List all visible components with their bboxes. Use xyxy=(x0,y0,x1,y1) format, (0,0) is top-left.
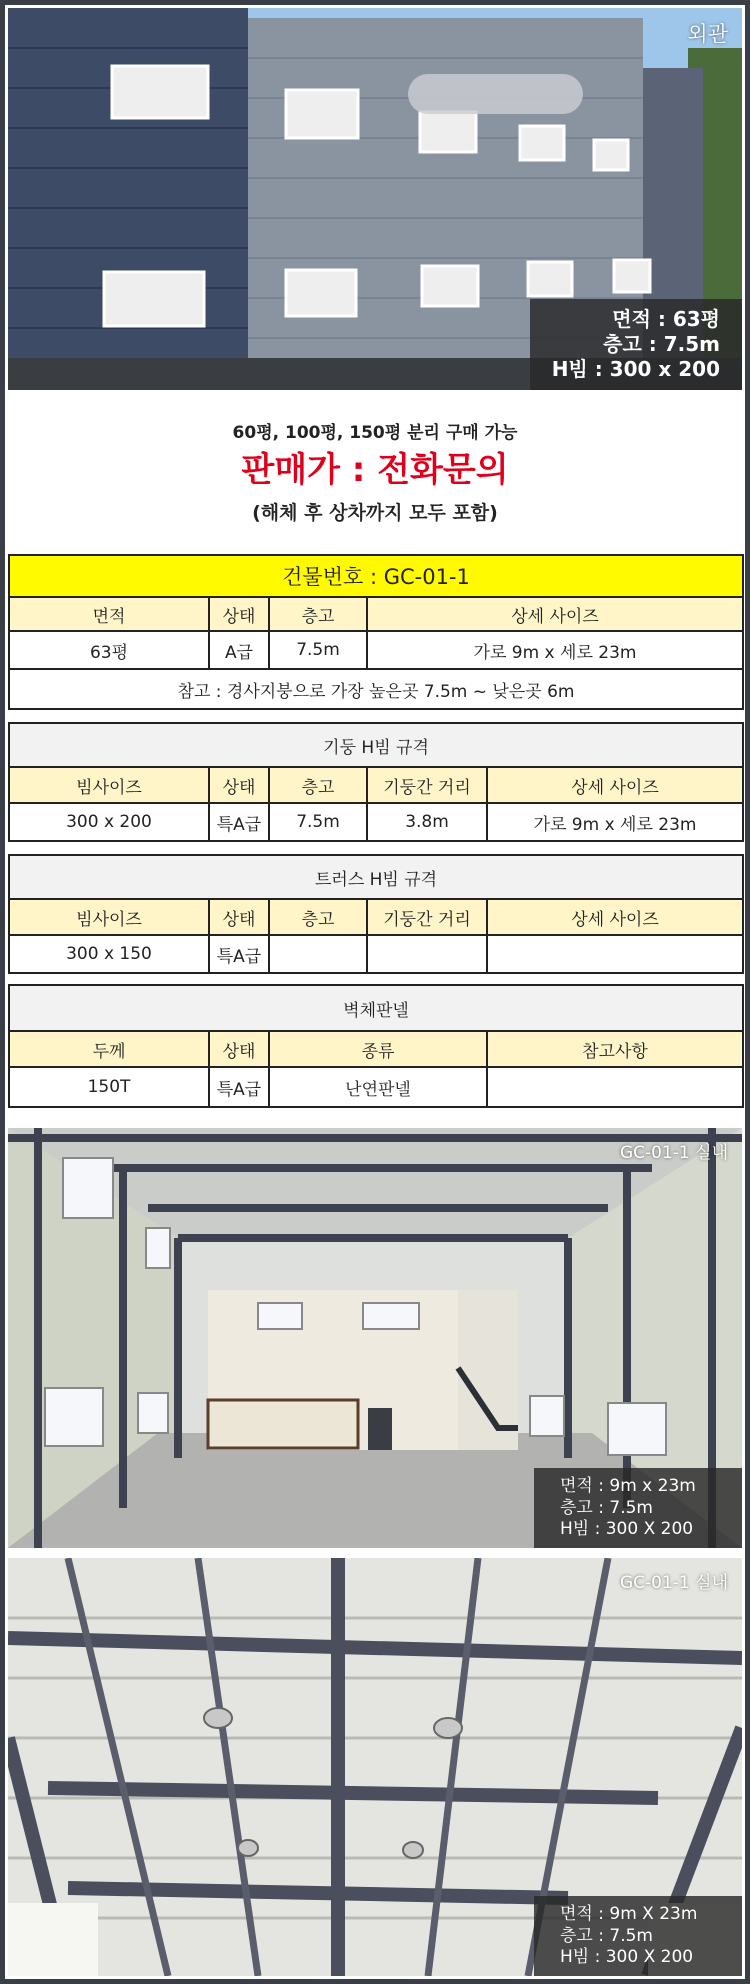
truss-beam-header-detail: 상세 사이즈 xyxy=(487,899,743,935)
interior-1-spec-height: 층고 : 7.5m xyxy=(560,1497,653,1518)
building-header-size: 상세 사이즈 xyxy=(367,597,743,631)
exterior-spec-box xyxy=(530,299,742,390)
interior-1-spec-beam: H빔 : 300 X 200 xyxy=(560,1518,694,1539)
building-header-height: 층고 xyxy=(269,597,367,631)
truss-beam-header-grade: 상태 xyxy=(209,899,269,935)
column-beam-size: 300 x 200 xyxy=(9,803,209,841)
wall-panel-note xyxy=(487,1067,743,1107)
building-height: 7.5m xyxy=(269,631,367,669)
truss-beam-title: 트러스 H빔 규격 xyxy=(9,855,743,899)
wall-panel-type: 난연판넬 xyxy=(269,1067,487,1107)
column-beam-detail: 가로 9m x 세로 23m xyxy=(487,803,743,841)
truss-beam-header-height: 층고 xyxy=(269,899,367,935)
column-beam-header-detail: 상세 사이즈 xyxy=(487,767,743,803)
wall-panel-grade: 특A급 xyxy=(209,1067,269,1107)
included-note: (해체 후 상차까지 모두 포함) xyxy=(252,502,498,524)
truss-beam-header-size: 빔사이즈 xyxy=(9,899,209,935)
column-beam-spacing: 3.8m xyxy=(367,803,487,841)
wall-panel-title: 벽체판넬 xyxy=(9,985,743,1031)
wall-panel-header-note: 참고사항 xyxy=(487,1031,743,1067)
interior-2-spec-box xyxy=(534,1896,742,1976)
interior-1-spec-box xyxy=(534,1468,742,1548)
exterior-spec-beam: H빔 : 300 x 200 xyxy=(551,357,720,381)
building-remark: 참고 : 경사지붕으로 가장 높은곳 7.5m ~ 낮은곳 6m xyxy=(9,669,743,709)
truss-beam-spacing xyxy=(367,935,487,973)
separate-purchase-line: 60평, 100평, 150평 분리 구매 가능 xyxy=(232,423,518,443)
truss-beam-detail xyxy=(487,935,743,973)
building-table xyxy=(8,554,744,710)
truss-beam-header-spacing: 기둥간 거리 xyxy=(367,899,487,935)
building-grade: A급 xyxy=(209,631,269,669)
exterior-spec-height: 층고 : 7.5m xyxy=(603,332,720,356)
interior-photo-1 xyxy=(8,1128,742,1548)
wall-panel-thickness: 150T xyxy=(9,1067,209,1107)
truss-beam-height xyxy=(269,935,367,973)
column-beam-height: 7.5m xyxy=(269,803,367,841)
column-beam-header-grade: 상태 xyxy=(209,767,269,803)
truss-beam-table xyxy=(8,854,744,974)
building-area: 63평 xyxy=(9,631,209,669)
building-title: 건물번호 : GC-01-1 xyxy=(9,555,743,597)
interior-2-spec-beam: H빔 : 300 X 200 xyxy=(560,1946,694,1967)
wall-panel-header-type: 종류 xyxy=(269,1031,487,1067)
interior-1-tag: GC-01-1 실내 xyxy=(619,1143,728,1163)
interior-photo-2 xyxy=(8,1558,742,1976)
wall-panel-header-thickness: 두께 xyxy=(9,1031,209,1067)
interior-2-spec-height: 층고 : 7.5m xyxy=(560,1925,653,1946)
truss-beam-grade: 특A급 xyxy=(209,935,269,973)
price-heading: 판매가 : 전화문의 xyxy=(241,450,509,490)
exterior-photo xyxy=(8,8,742,390)
wall-panel-header-grade: 상태 xyxy=(209,1031,269,1067)
column-beam-table xyxy=(8,722,744,842)
exterior-spec-area: 면적 : 63평 xyxy=(612,307,720,331)
wall-panel-table xyxy=(8,984,744,1108)
building-header-area: 면적 xyxy=(9,597,209,631)
column-beam-header-spacing: 기둥간 거리 xyxy=(367,767,487,803)
truss-beam-size: 300 x 150 xyxy=(9,935,209,973)
column-beam-title: 기둥 H빔 규격 xyxy=(9,723,743,767)
interior-1-spec-area: 면적 : 9m x 23m xyxy=(560,1476,696,1497)
column-beam-grade: 특A급 xyxy=(209,803,269,841)
interior-2-tag: GC-01-1 실내 xyxy=(619,1573,728,1593)
building-size: 가로 9m x 세로 23m xyxy=(367,631,743,669)
column-beam-header-size: 빔사이즈 xyxy=(9,767,209,803)
exterior-tag: 외관 xyxy=(687,22,728,46)
building-header-grade: 상태 xyxy=(209,597,269,631)
column-beam-header-height: 층고 xyxy=(269,767,367,803)
interior-2-spec-area: 면적 : 9m X 23m xyxy=(560,1904,698,1925)
